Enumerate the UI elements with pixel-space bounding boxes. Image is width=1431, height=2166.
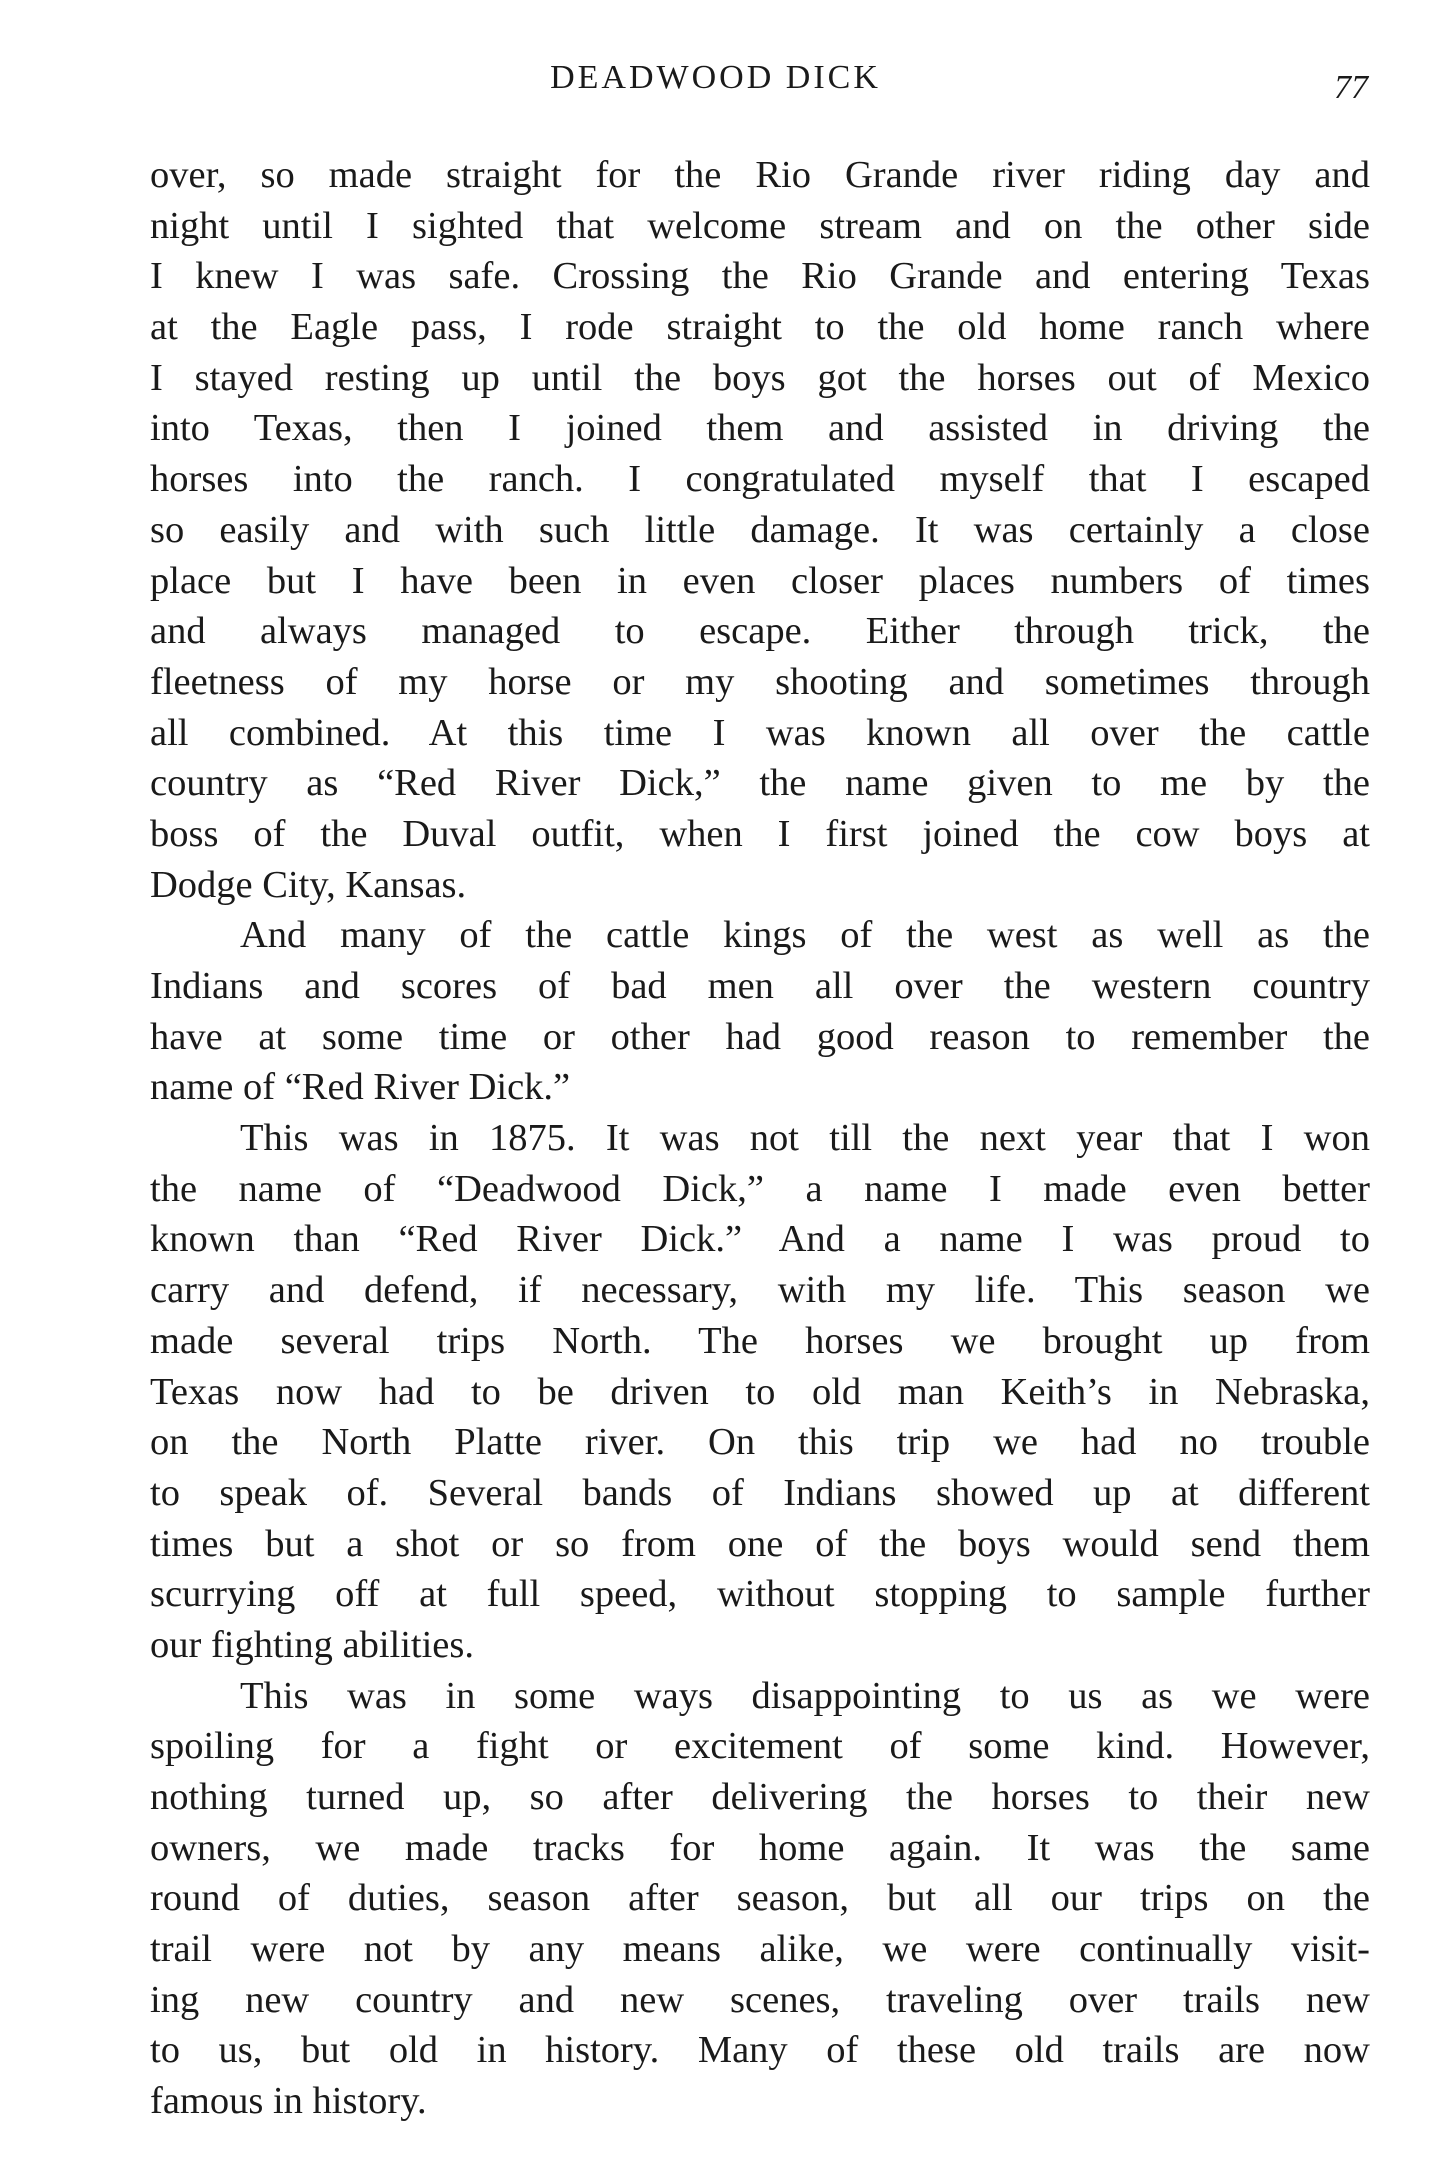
text-line: Texas now had to be driven to old man Keith’s in Nebraska, — [150, 1370, 1370, 1413]
text-line: known than “Red River Dick.” And a name I was proud to — [150, 1218, 1370, 1261]
text-line: owners, we made tracks for home again. It was the same — [150, 1826, 1370, 1869]
body-text — [150, 150, 1370, 2127]
text-line: to speak of. Several bands of Indians showed up at different — [150, 1471, 1370, 1514]
text-line: night until I sighted that welcome stream and on the other side — [150, 204, 1370, 247]
text-line: trail were not by any means alike, we were continually visit- — [150, 1928, 1370, 1971]
text-line: the name of “Deadwood Dick,” a name I made even better — [150, 1167, 1370, 1210]
text-line: over, so made straight for the Rio Grande river riding day and — [150, 154, 1370, 196]
text-line: I stayed resting up until the boys got the horses out of Mexico — [150, 356, 1370, 399]
text-line: carry and defend, if necessary, with my life. This season we — [150, 1269, 1370, 1312]
paragraph-end-line: famous in history. — [150, 2080, 427, 2123]
text-line: made several trips North. The horses we brought up from — [150, 1319, 1370, 1362]
text-line: scurrying off at full speed, without stopping to sample further — [150, 1573, 1370, 1616]
text-line: so easily and with such little damage. It was certainly a close — [150, 508, 1370, 551]
text-line: all combined. At this time I was known all over the cattle — [150, 711, 1370, 754]
text-line: spoiling for a fight or excitement of some kind. However, — [150, 1725, 1370, 1768]
text-line: nothing turned up, so after delivering the horses to their new — [150, 1776, 1370, 1818]
paragraph-first-line: And many of the cattle kings of the west as well as the — [240, 914, 1370, 957]
text-line: and always managed to escape. Either through trick, the — [150, 610, 1370, 653]
text-line: have at some time or other had good reason to remember the — [150, 1015, 1370, 1058]
text-line: fleetness of my horse or my shooting and sometimes through — [150, 660, 1370, 703]
text-line: place but I have been in even closer places numbers of times — [150, 559, 1370, 602]
text-line: at the Eagle pass, I rode straight to the old home ranch where — [150, 306, 1370, 349]
text-line: to us, but old in history. Many of these old trails are now — [150, 2029, 1370, 2072]
text-line: horses into the ranch. I congratulated myself that I escaped — [150, 458, 1370, 501]
text-line: times but a shot or so from one of the boys would send them — [150, 1522, 1370, 1565]
text-line: country as “Red River Dick,” the name given to me by the — [150, 762, 1370, 805]
text-line: ing new country and new scenes, traveling over trails new — [150, 1978, 1370, 2021]
text-line: boss of the Duval outfit, when I first joined the cow boys at — [150, 812, 1370, 855]
paragraph-end-line: Dodge City, Kansas. — [150, 863, 467, 906]
text-line: Indians and scores of bad men all over the western country — [150, 965, 1370, 1007]
paragraph-first-line: This was in 1875. It was not till the next year that I won — [240, 1117, 1370, 1160]
text-line: into Texas, then I joined them and assisted in driving the — [150, 407, 1370, 450]
paragraph-end-line: name of “Red River Dick.” — [150, 1066, 571, 1109]
text-line: round of duties, season after season, but all our trips on the — [150, 1877, 1370, 1920]
page-number: 77 — [1334, 69, 1368, 106]
text-line: I knew I was safe. Crossing the Rio Grande and entering Texas — [150, 255, 1370, 298]
paragraph-first-line: This was in some ways disappointing to us as we were — [240, 1674, 1370, 1717]
running-title: DEADWOOD DICK — [550, 59, 881, 96]
text-line: on the North Platte river. On this trip we had no trouble — [150, 1421, 1370, 1464]
paragraph-end-line: our fighting abilities. — [150, 1623, 474, 1666]
